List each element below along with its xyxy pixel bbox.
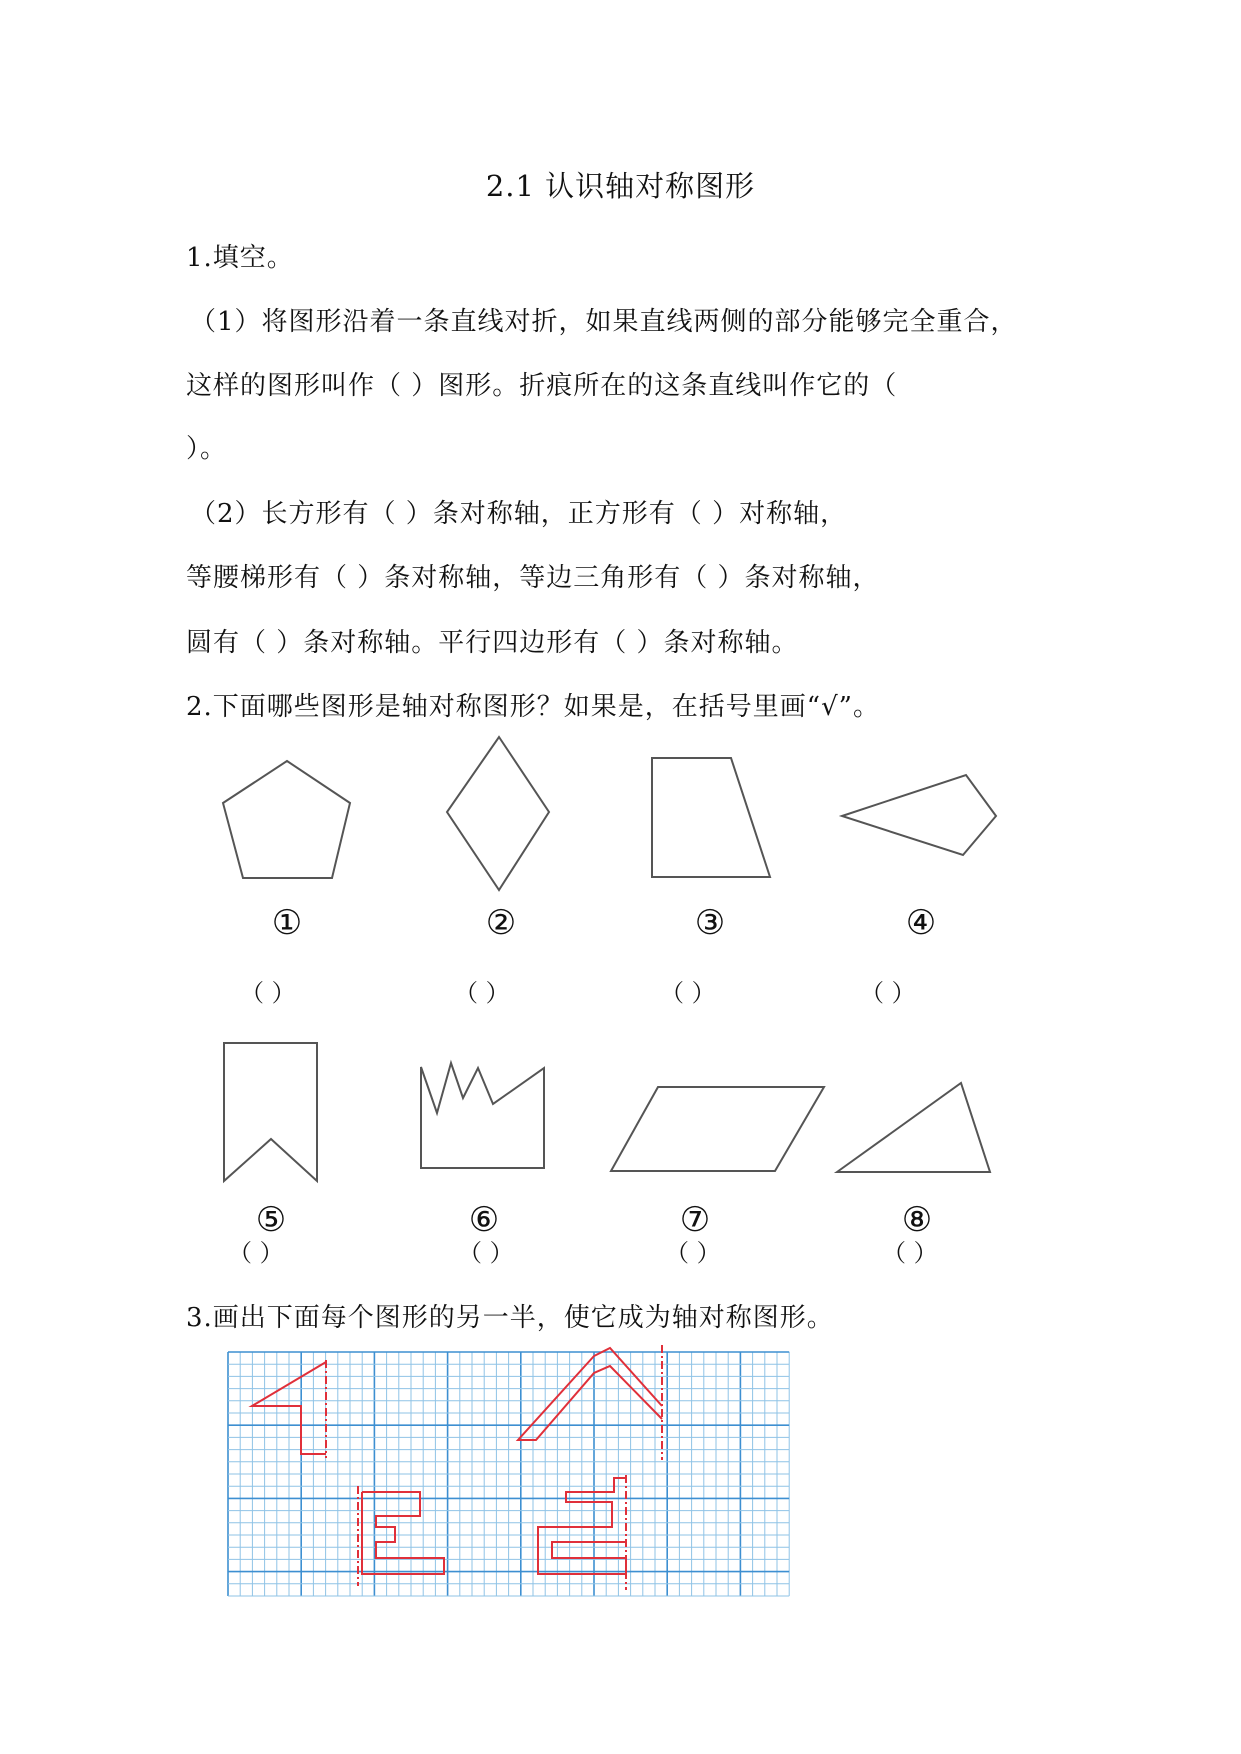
shape-answer-5[interactable]: （ ） <box>228 1239 284 1267</box>
red-figure-b <box>518 1348 662 1440</box>
shape-number-8: ⑧ <box>901 1200 933 1240</box>
shape-answer-8[interactable]: （ ） <box>882 1239 938 1267</box>
shape-number-4: ④ <box>905 903 937 943</box>
q3-heading: 3.画出下面每个图形的另一半，使它成为轴对称图形。 <box>186 1303 834 1333</box>
q2-heading: 2.下面哪些图形是轴对称图形？如果是，在括号里画“√”。 <box>186 692 880 722</box>
q1-line-5: 等腰梯形有（ ）条对称轴，等边三角形有（ ）条对称轴， <box>186 563 880 593</box>
q1-line-4: （2）长方形有（ ）条对称轴，正方形有（ ）对称轴， <box>190 499 848 529</box>
shape-answer-3[interactable]: （ ） <box>660 979 716 1007</box>
q1-line-2: 这样的图形叫作（ ）图形。折痕所在的这条直线叫作它的（ <box>186 371 898 401</box>
q1-line-6: 圆有（ ）条对称轴。平行四边形有（ ）条对称轴。 <box>186 628 799 658</box>
page-title: 2.1 认识轴对称图形 <box>485 169 756 203</box>
shape-answer-4[interactable]: （ ） <box>860 979 916 1007</box>
shape-number-5: ⑤ <box>255 1200 287 1240</box>
shape-answer-2[interactable]: （ ） <box>454 979 510 1007</box>
shape-number-1: ① <box>271 903 303 943</box>
shape-number-7: ⑦ <box>679 1200 711 1240</box>
q1-line-1: （1）将图形沿着一条直线对折，如果直线两侧的部分能够完全重合， <box>190 307 1018 337</box>
shape-answer-7[interactable]: （ ） <box>665 1239 721 1267</box>
q1-heading: 1.填空。 <box>186 243 294 273</box>
shape-answer-6[interactable]: （ ） <box>458 1239 514 1267</box>
shape-number-3: ③ <box>694 903 726 943</box>
shape-number-2: ② <box>485 903 517 943</box>
shape-answer-1[interactable]: （ ） <box>240 979 296 1007</box>
shape-number-6: ⑥ <box>468 1200 500 1240</box>
q1-line-3: ）。 <box>186 434 228 464</box>
